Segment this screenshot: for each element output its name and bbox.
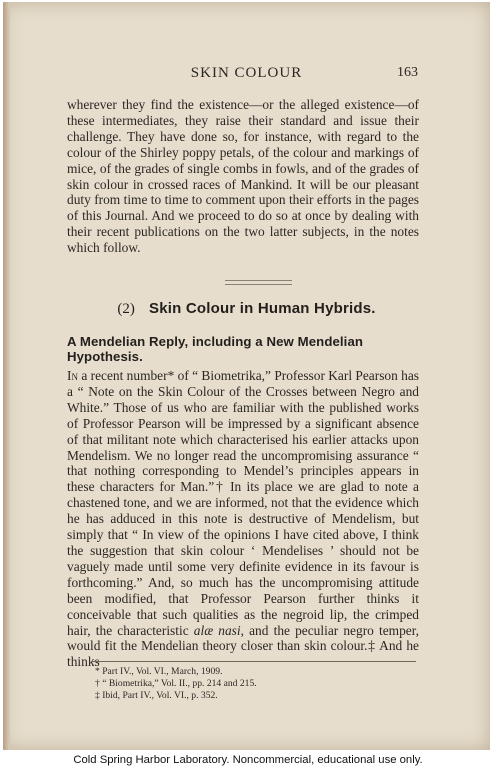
subheading: A Mendelian Reply, including a New Mendelian Hypothesis. xyxy=(67,334,364,364)
footnote-3: ‡ Ibid, Part IV., Vol. VI., p. 352. xyxy=(95,690,218,701)
body-paragraph-2 xyxy=(67,368,419,670)
section-title: Skin Colour in Human Hybrids. xyxy=(149,300,376,317)
section-divider-bottom xyxy=(225,284,292,285)
page-header xyxy=(3,65,490,85)
running-head: SKIN COLOUR xyxy=(190,65,303,81)
section-heading xyxy=(3,300,490,318)
page-spine-shadow xyxy=(3,2,10,750)
section-number: (2) xyxy=(117,301,135,317)
body-paragraph-1: wherever they find the existence—or the alleged existence—of these intermediates, they raise their standard and issue their challenge. They have done so, for instance, with regard to the colour of the Shirley poppy petals, of the colour and markings of mice, of the grades of single combs in fowls, and of the grades of skin colour in crossed races of Mankind. It will be our pleasant duty from time to time to comment upon their efforts in the pages of this Journal. And we proceed to do so at once by dealing with their recent publications on the two latter subjects, in the notes which follow. xyxy=(67,97,419,256)
scanned-page xyxy=(3,2,490,750)
paragraph-lead-word: In xyxy=(67,368,78,383)
footnote-rule xyxy=(91,661,416,662)
paragraph-2-text-a: a recent number* of “ Biometrika,” Professor Karl Pearson has a “ Note on the Skin Colour of the Crosses between Negro and White.” Those of us who are familiar with the published works of Professor Pearson will be impressed by a significant absence of that militant note which characterised his earlier attacks upon Mendelism. We no longer read the uncompromising assurance “ that nothing corresponding to Mendel’s principles appears in these characters for Man.”† In its place we are glad to note a chastened tone, and we are informed, not that the evidence which he has adduced in this note is destructive of Mendelism, but simply that “ In view of the opinions I have cited above, I think the suggestion that skin colour ‘ Mendelises ’ should not be vaguely made until some very definite evidence in its favour is forthcoming.” And, so much has the uncompromising attitude been modified, that Professor Pearson further thinks it conceivable that such qualities as the negroid lip, the crimped hair, the characteristic xyxy=(67,368,419,638)
footnote-2: † “ Biometrika,” Vol. II., pp. 214 and 215. xyxy=(95,678,257,689)
paragraph-2-italic-term: alæ nasi xyxy=(193,622,241,638)
page-number: 163 xyxy=(397,65,418,80)
footnote-1: * Part IV., Vol. VI., March, 1909. xyxy=(95,666,223,677)
archive-caption: Cold Spring Harbor Laboratory. Noncommercial, educational use only. xyxy=(73,754,423,766)
footnotes xyxy=(95,666,415,702)
section-divider-top xyxy=(225,280,292,281)
paragraph-2-text-b: , and the peculiar negro temper, would fit the Mendelian theory closer than skin colour.‡ And he thinks xyxy=(67,622,419,670)
